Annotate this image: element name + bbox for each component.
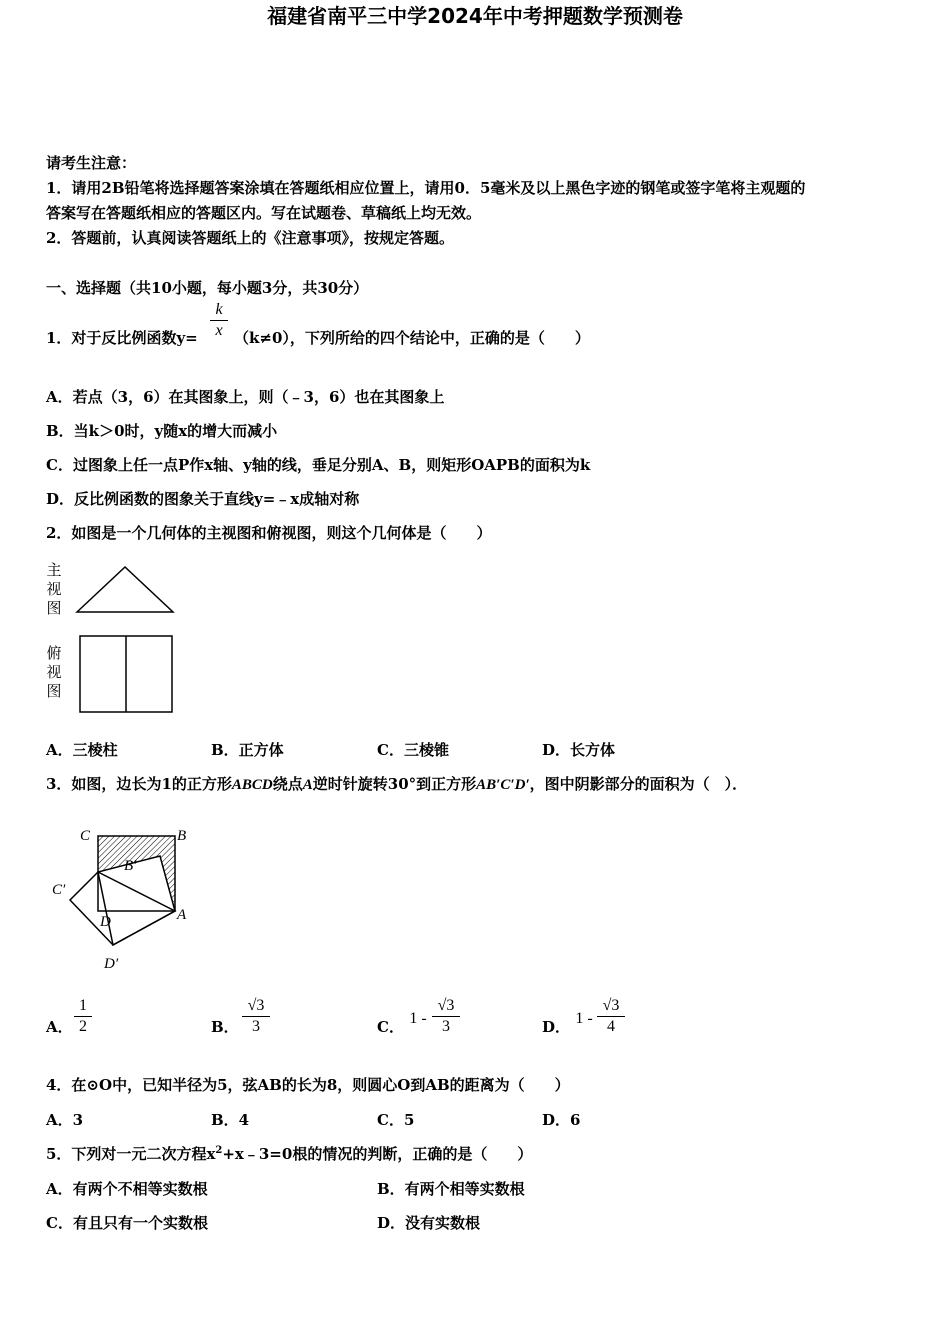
q3-a-den: 2 xyxy=(79,1018,87,1035)
notice-line2: 2．答题前，认真阅读答题纸上的《注意事项》，按规定答题。 xyxy=(46,229,454,247)
q1-suffix: （k≠0），下列所给的四个结论中，正确的是（ ） xyxy=(234,329,590,347)
label-a: A xyxy=(177,907,187,923)
section-heading: 一、选择题（共10小题，每小题3分，共30分） xyxy=(46,279,369,297)
q5-stem xyxy=(46,1143,532,1164)
label-b: B xyxy=(177,828,187,844)
q3-square-name: ABCD xyxy=(231,777,273,793)
q3-stem-d: ，图中阴影部分的面积为（ ）． xyxy=(529,775,748,793)
front-view-label-2: 视 xyxy=(46,580,62,598)
q3-option-b-label: B． xyxy=(211,1018,239,1036)
q3-stem-b: 绕点 xyxy=(272,775,303,793)
notice-line1b: 答案写在答题纸相应的答题区内。写在试题卷、草稿纸上均无效。 xyxy=(46,204,482,222)
q1-option-c: C．过图象上任一点P作x轴、y轴的线，垂足分别A、B，则矩形OAPB的面积为k xyxy=(46,456,591,474)
q3-point-a: A xyxy=(302,777,313,793)
q2-option-d: D．长方体 xyxy=(542,741,616,759)
q5-option-c: C．有且只有一个实数根 xyxy=(46,1214,208,1232)
q3-d-num: √3 xyxy=(597,996,625,1017)
q2-option-c: C．三棱锥 xyxy=(377,741,449,759)
q1-option-a: A．若点（3，6）在其图象上，则（﹣3，6）也在其图象上 xyxy=(46,388,445,406)
q3-c-den: 3 xyxy=(442,1018,450,1035)
q4-option-c: C．5 xyxy=(377,1111,415,1129)
q5-option-a: A．有两个不相等实数根 xyxy=(46,1180,208,1198)
q3-option-d-label: D． xyxy=(542,1018,571,1036)
q3-b-num: √3 xyxy=(242,996,270,1017)
q1-prefix: 1．对于反比例函数y= xyxy=(46,329,198,347)
top-view-label-3: 图 xyxy=(46,682,62,700)
q1-frac-den: x xyxy=(215,322,223,339)
q3-square2-name: AB′C′D′ xyxy=(476,777,530,793)
q5-option-d: D．没有实数根 xyxy=(377,1214,481,1232)
front-view-label-3: 图 xyxy=(46,599,62,617)
q3-rotation-figure xyxy=(0,0,220,980)
q4-option-b: B．4 xyxy=(211,1111,250,1129)
label-d: D xyxy=(100,914,111,930)
q3-stem-c: 逆时针旋转30°到正方形 xyxy=(312,775,477,793)
notice-line1a: 1．请用2B铅笔将选择题答案涂填在答题纸相应位置上，请用0．5毫米及以上黑色字迹的钢笔或签字笔将主观题的 xyxy=(46,179,806,197)
q5-superscript: 2 xyxy=(215,1145,223,1156)
q3-d-prefix: 1 - xyxy=(575,1010,593,1027)
rotated-square xyxy=(70,872,175,945)
q5-stem-a: 5．下列对一元二次方程x xyxy=(46,1145,216,1163)
q3-option-b-fraction xyxy=(242,996,270,1037)
q3-option-c-label: C． xyxy=(377,1018,404,1036)
q3-c-num: √3 xyxy=(432,996,460,1017)
q3-option-c-fraction xyxy=(432,996,460,1037)
q2-option-b: B．正方体 xyxy=(211,741,284,759)
top-view-label-2: 视 xyxy=(46,663,62,681)
q3-stem-a: 3．如图，边长为1的正方形 xyxy=(46,775,232,793)
top-view-label-1: 俯 xyxy=(46,644,62,662)
label-d-prime: D′ xyxy=(104,956,119,972)
q3-d-den: 4 xyxy=(607,1018,615,1035)
notice-heading: 请考生注意： xyxy=(46,154,137,172)
q5-stem-b: +x﹣3=0根的情况的判断，正确的是（ ） xyxy=(222,1145,533,1163)
label-b-prime: B′ xyxy=(124,858,137,874)
q2-option-a: A．三棱柱 xyxy=(46,741,118,759)
q4-option-d: D．6 xyxy=(542,1111,581,1129)
q3-c-prefix: 1 - xyxy=(409,1010,427,1027)
q3-a-num: 1 xyxy=(74,996,92,1017)
q1-option-b: B．当k＞0时，y随x的增大而减小 xyxy=(46,422,278,440)
q2-stem: 2．如图是一个几何体的主视图和俯视图，则这个几何体是（ ） xyxy=(46,524,492,542)
shaded-region xyxy=(98,836,175,911)
q3-option-a-fraction xyxy=(74,996,92,1037)
label-c: C xyxy=(80,828,91,844)
label-c-prime: C′ xyxy=(52,882,66,898)
q4-option-a: A．3 xyxy=(46,1111,84,1129)
q3-option-d-fraction xyxy=(597,996,625,1037)
q5-option-b: B．有两个相等实数根 xyxy=(377,1180,525,1198)
page-title: 福建省南平三中学2024年中考押题数学预测卷 xyxy=(267,4,683,28)
q1-frac-num: k xyxy=(210,300,228,321)
q3-option-a-label: A． xyxy=(46,1018,73,1036)
q4-stem: 4．在⊙O中，已知半径为5，弦AB的长为8，则圆心O到AB的距离为（ ） xyxy=(46,1076,570,1094)
front-view-label-1: 主 xyxy=(46,561,62,579)
q1-option-d: D．反比例函数的图象关于直线y=﹣x成轴对称 xyxy=(46,490,360,508)
q3-b-den: 3 xyxy=(252,1018,260,1035)
